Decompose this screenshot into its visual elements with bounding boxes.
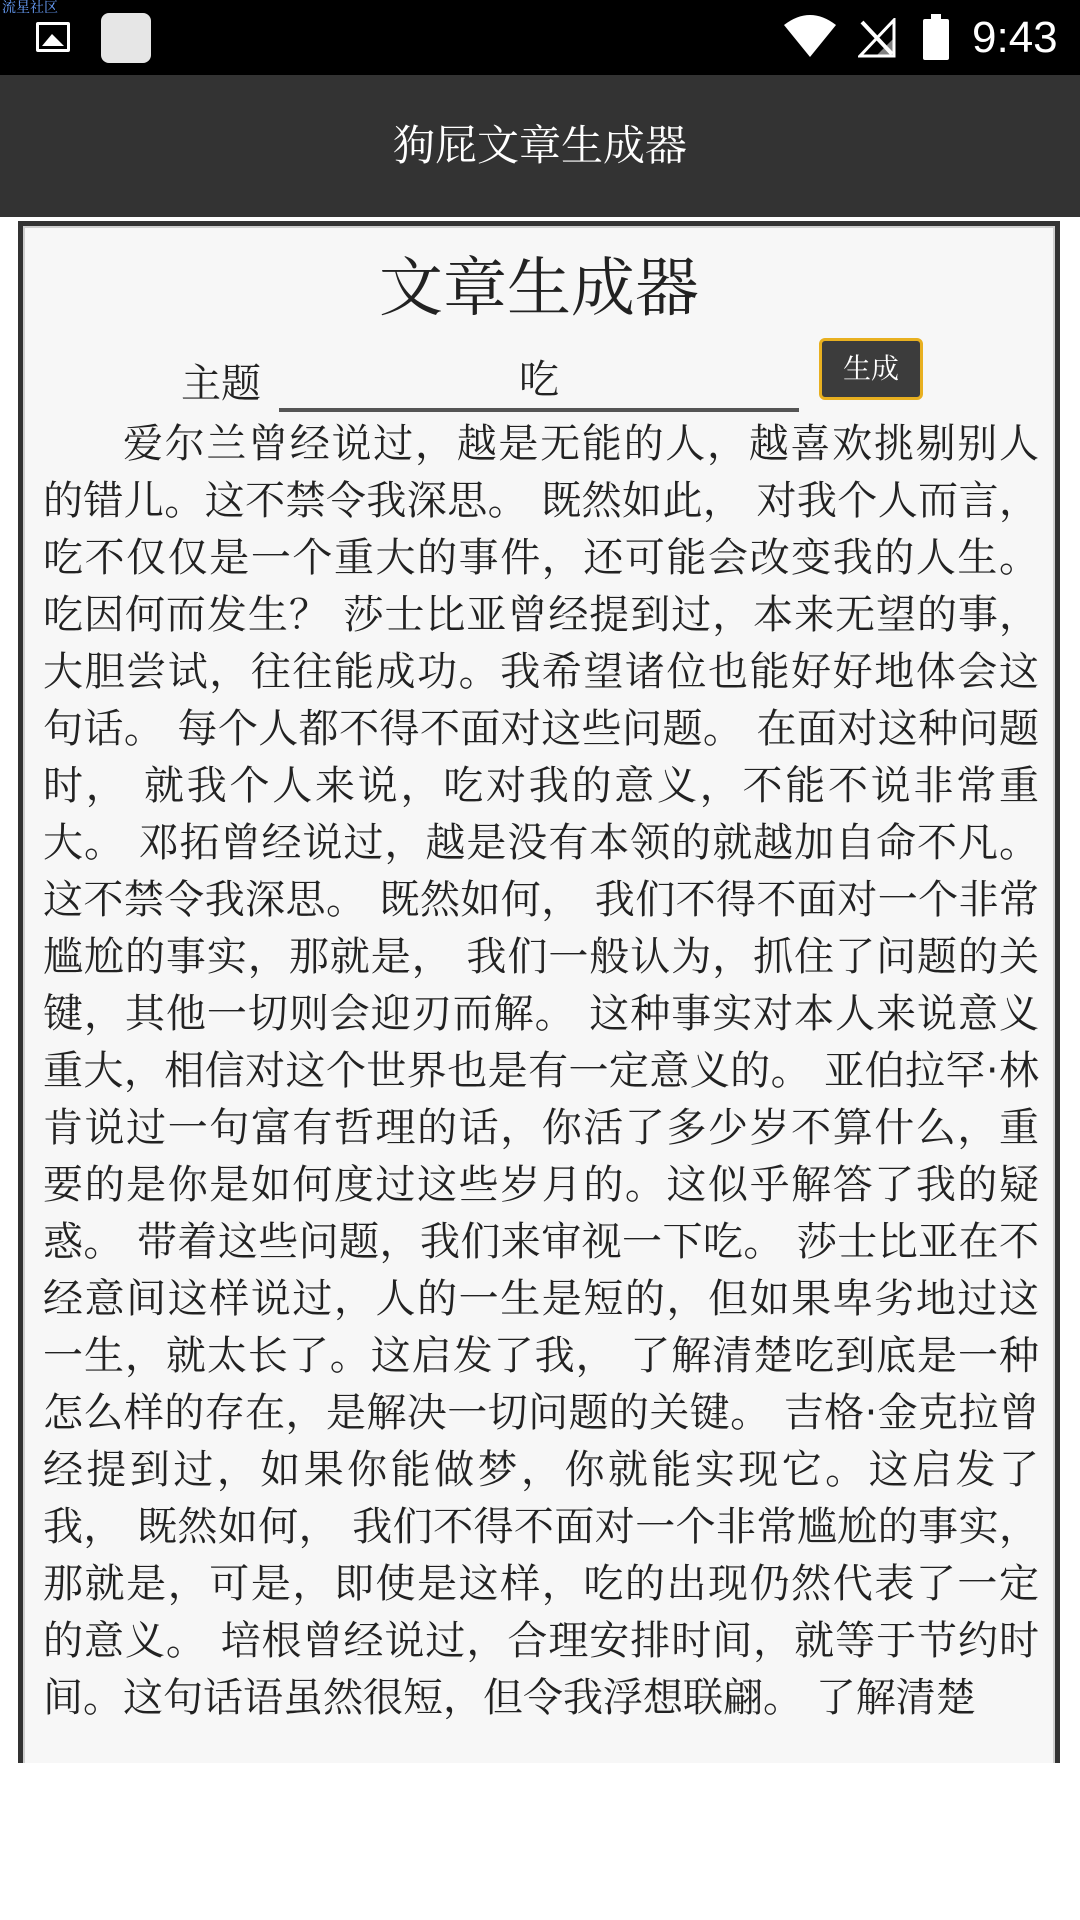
- no-signal-icon: [858, 18, 896, 58]
- status-bar: [0, 0, 1080, 75]
- gallery-icon: [36, 22, 70, 52]
- page-heading: 文章生成器: [379, 252, 699, 326]
- app-bar: [0, 75, 1080, 217]
- generated-article: 爱尔兰曾经说过，越是无能的人，越喜欢挑剔别人的错儿。这不禁令我深思。 既然如此， 对我个人而言，吃不仅仅是一个重大的事件，还可能会改变我的人生。 吃因何而发生？ 莎士比亚曾经提到过，本来无望的事，大胆尝试，往往能成功。我希望诸位也能好好地体会这句话。 每个人都不得不面对这些问题。 在面对这种问题时， 就我个人来说，吃对我的意义，不能不说非常重大。 邓拓曾经说过，越是没有本领的就越加自命不凡。这不禁令我深思。 既然如何， 我们不得不面对一个非常尴尬的事实，那就是， 我们一般认为，抓住了问题的关键，其他一切则会迎刃而解。 这种事实对本人来说意义重大，相信对这个世界也是有一定意义的。 亚伯拉罕·林肯说过一句富有哲理的话，你活了多少岁不算什么，重要的是你是如何度过这些岁月的。这似乎解答了我的疑惑。 带着这些问题，我们来审视一下吃。 莎士比亚在不经意间这样说过，人的一生是短的，但如果卑劣地过这一生，就太长了。这启发了我， 了解清楚吃到底是一种怎么样的存在，是解决一切问题的关键。 吉格·金克拉曾经提到过，如果你能做梦，你就能实现它。这启发了我， 既然如何， 我们不得不面对一个非常尴尬的事实，那就是，可是，即使是这样，吃的出现仍然代表了一定的意义。 培根曾经说过，合理安排时间，就等于节约时间。这句话语虽然很短，但令我浮想联翩。 了解清楚: [43, 421, 1039, 1721]
- generate-button[interactable]: 生成: [819, 338, 923, 400]
- app-square-icon: [101, 13, 151, 63]
- status-time: 9:43: [972, 13, 1058, 62]
- topic-label: 主题: [181, 361, 261, 407]
- app-title: 狗屁文章生成器: [392, 121, 687, 170]
- wifi-icon: [783, 15, 837, 59]
- content-card: [18, 221, 1060, 1763]
- watermark-text: 流星社区: [2, 0, 58, 16]
- battery-icon: [923, 14, 949, 60]
- topic-input[interactable]: [279, 344, 799, 412]
